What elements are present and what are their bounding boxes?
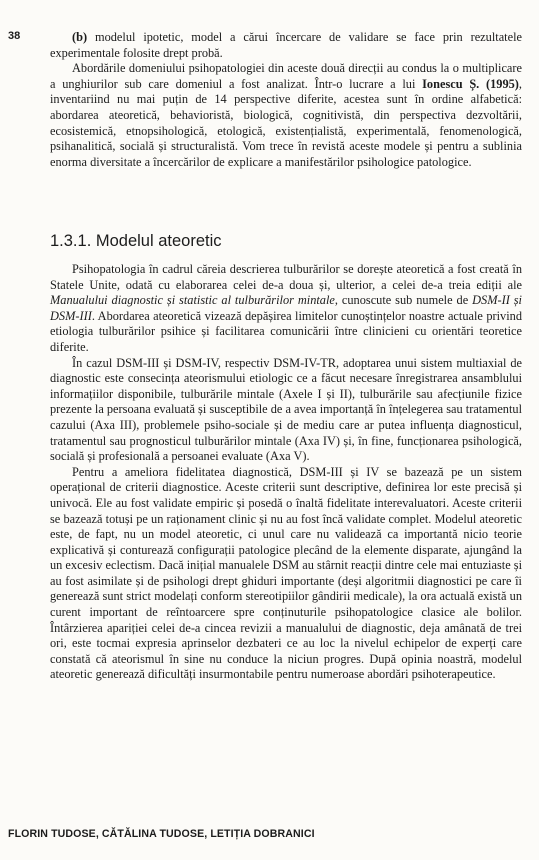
list-marker-b: (b): [72, 30, 88, 44]
author-citation: Ionescu Ș. (1995): [422, 76, 519, 91]
paragraph-abordari: [50, 61, 522, 170]
psihopatologia-text-end: . Abordarea ateoretică vizează depășirea limitelor cunoștințelor noastre actuale privind etiologia tulburărilor psihice și facilitarea comunicării între clinicieni cu orientări teoretice diferite.: [50, 308, 522, 354]
paragraph-fidelitate: Pentru a ameliora fidelitatea diagnostică, DSM-III și IV se bazează pe un sistem operațional de criterii diagnostice. Aceste criterii sunt descriptive, definirea lor este precisă și univocă. Ele au fost validate empiric și posedă o înaltă fidelitate interevaluatori. Aceste criterii se bazează totuși pe un raționament clinic și nu au fost încă validate complet. Modelul ateoretic este, de fapt, nu un model ateoretic, ci unul care nu validează ca importantă nicio teorie explicativă și contureazǎ configurații patologice plecând de la elemente disparate, ajungând la un excesiv eclectism. Dacă inițial manualele DSM au stârnit reacții dintre cele mai entuziaste și au fost asimilate și de psihologi drept ghiduri importante (deși algoritmii diagnostici pe care îi generează sunt strict modelați conform stereotipiilor gândirii medicale), la ora actuală există un curent important de reîntoarcere spre conținuturile psihopatologice clasice ale bolilor. Întârzierea apariției celei de-a cincea revizii a manualului de diagnostic, deja amânată de trei ori, este tocmai expresia aprinselor dezbateri ce au loc la nivelul echipelor de experți care constată că ateorismul în sine nu conduce la niciun progres. După opinia noastră, modelul ateoretic generează dificultăți insurmontabile pentru numeroase abordări psihoterapeutice.: [50, 464, 522, 682]
abordari-text-start: Abordările domeniului psihopatologiei din aceste două direcții au condus la o multiplicare a unghiurilor sub care domeniul a fost analizat. Într-o lucrare a lui: [50, 61, 522, 91]
section-body: [50, 262, 522, 683]
psihopatologia-text-mid: , cunoscute sub numele de: [334, 293, 473, 308]
psihopatologia-text-start: Psihopatologia în cadrul căreia descrierea tulburărilor se dorește ateoretică a fost creată în Statele Unite, odată cu elaborarea celei de-a doua și, ulterior, a celei de-a treia ediții ale: [50, 262, 522, 292]
paragraph-psihopatologia: [50, 262, 522, 356]
page-number: 38: [8, 30, 21, 42]
intro-text: [50, 30, 522, 170]
model-ipotetic-text: modelul ipotetic, model a cărui încercare de validare se face prin rezultatele experimentale folosite drept probă.: [50, 30, 522, 60]
paragraph-model-ipotetic: [50, 30, 522, 61]
dsm-names: DSM-II și DSM-III: [50, 293, 522, 323]
manual-title: Manualului diagnostic și statistic al tulburărilor mintale: [50, 293, 335, 308]
section-heading: 1.3.1. Modelul ateoretic: [50, 232, 222, 250]
footer-authors: FLORIN TUDOSE, CĂTĂLINA TUDOSE, LETIȚIA DOBRANICI: [8, 828, 315, 840]
abordari-text-end: , inventariind nu mai puțin de 14 perspective diferite, acestea sunt în ordine alfabetică: abordarea ateoretică, behavioristă, biologică, cognitivistă, din perspectiva dezvoltării, ecosistemică, etnopsihologică, etologică, existențialistă, experimentală, fenomenologică, psihanalitică, socială și structuralistă. Vom trece în revistă aceste modele și pentru a sublinia enorma diversitate a încercărilor de explicare a manifestărilor psihologice patologice.: [50, 76, 522, 169]
paragraph-dsm-multiaxial: În cazul DSM-III și DSM-IV, respectiv DSM-IV-TR, adoptarea unui sistem multiaxial de diagnostic este consecința ateorismului etiologic ce a făcut necesare înregistrarea ansamblului informațiilor disponibile, tulburările mintale (Axele I și II), tulburările sau afecțiunile fizice prezente la persoana evaluată și susceptibile de a avea importanță în înțelegerea sau tratamentul cazului (Axa III), problemele psiho-sociale și de mediu care ar putea influența diagnosticul, tratamentul sau prognosticul tulburărilor mintale (Axa IV) și, în fine, funcționarea psihologică, socială și profesională a persoanei evaluate (Axa V).: [50, 355, 522, 464]
